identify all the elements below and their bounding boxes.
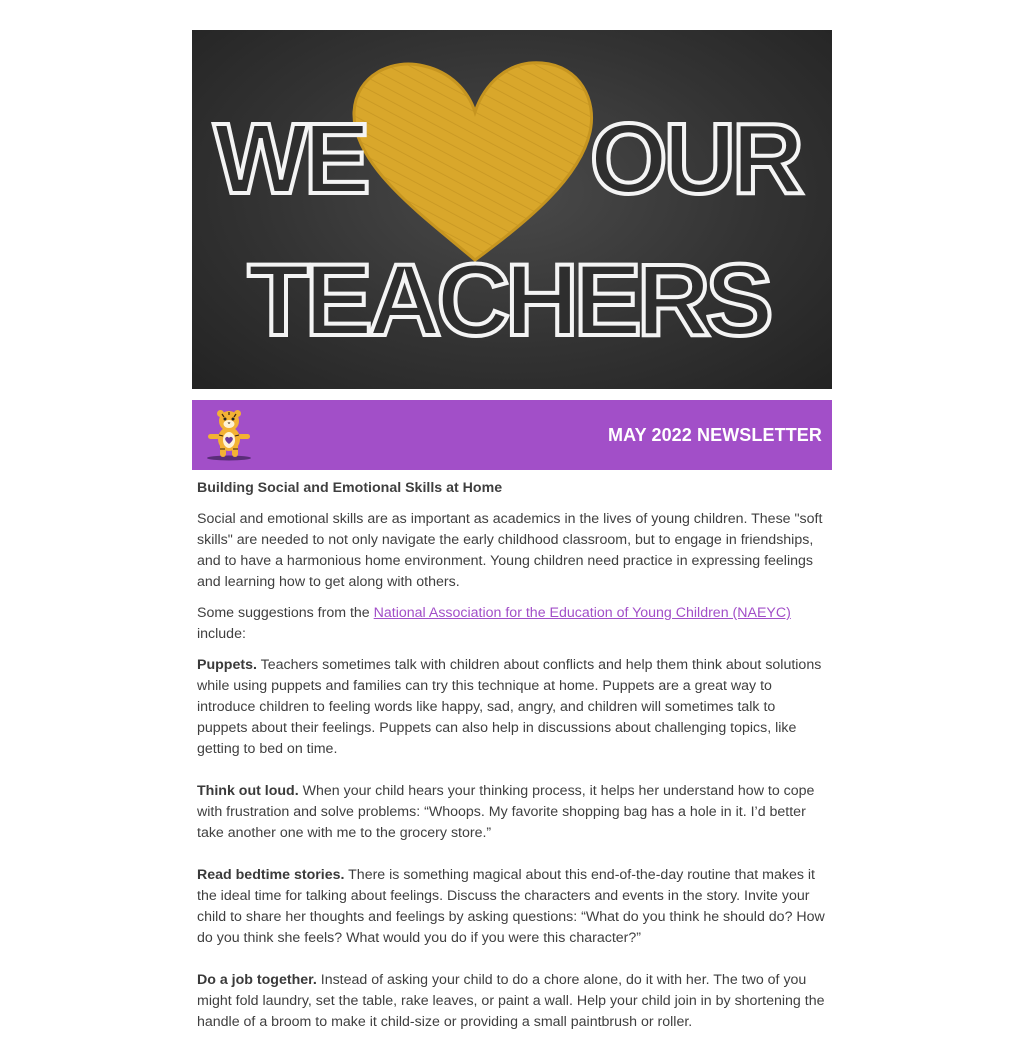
suggestions-intro bbox=[197, 603, 827, 645]
hero-word-teachers: TEACHERS bbox=[247, 243, 769, 357]
tip-bedtime-stories bbox=[197, 865, 827, 949]
tip-title: Puppets. bbox=[197, 657, 257, 673]
tip-text: Teachers sometimes talk with children about conflicts and help them think about solutions while using puppets and families can try this technique at home. Puppets are a great way to introduce children to feeling words like happy, sad, angry, and children will sometimes talk to puppets about their feelings. Puppets can also help in discussions about challenging topics, like getting to bed on time. bbox=[197, 657, 822, 757]
naeyc-link[interactable]: National Association for the Education of Young Children (NAEYC) bbox=[373, 605, 791, 621]
suggestions-prefix: Some suggestions from the bbox=[197, 605, 374, 621]
heart-icon bbox=[354, 63, 592, 260]
article-heading: Building Social and Emotional Skills at Home bbox=[197, 480, 503, 496]
newsletter-title: MAY 2022 NEWSLETTER bbox=[608, 425, 822, 445]
tiger-mascot-icon bbox=[204, 409, 254, 461]
tip-text: There is something magical about this end-of-the-day routine that makes it the ideal time for talking about feelings. Discuss the characters and events in the story. Invite your child to share her thoughts and feelings by asking questions: “What do you think he should do? How do you think she feels? What would you do if you were this character?” bbox=[197, 867, 825, 946]
tip-text: When your child hears your thinking process, it helps her understand how to cope with frustration and solve problems: “Whoops. My favorite shopping bag has a hole in it. I’d better take another one with me to the grocery store.” bbox=[197, 783, 815, 841]
newsletter bbox=[192, 30, 832, 1054]
tip-title: Do a job together. bbox=[197, 972, 317, 988]
tip-title: Read bedtime stories. bbox=[197, 867, 345, 883]
tip-title: Think out loud. bbox=[197, 783, 299, 799]
suggestions-suffix: include: bbox=[197, 626, 246, 642]
newsletter-banner bbox=[192, 400, 832, 470]
tip-puppets bbox=[197, 655, 827, 760]
hero-word-we: WE bbox=[213, 103, 367, 215]
chalkboard-illustration bbox=[192, 30, 832, 389]
hero-image bbox=[192, 30, 832, 389]
hero-word-our: OUR bbox=[589, 103, 801, 215]
tip-think-out-loud bbox=[197, 781, 827, 844]
tip-text: Instead of asking your child to do a chore alone, do it with her. The two of you might fold laundry, set the table, rake leaves, or paint a wall. Help your child join in by shortening the handle of a broom to make it child-size or providing a small paintbrush or roller. bbox=[197, 972, 825, 1030]
article-intro: Social and emotional skills are as important as academics in the lives of young children. These "soft skills" are needed to not only navigate the early childhood classroom, but to engage in friendships, and to have a harmonious home environment. Young children need practice in expressing feelings and learning how to get along with others. bbox=[197, 511, 823, 590]
article bbox=[192, 470, 832, 1033]
